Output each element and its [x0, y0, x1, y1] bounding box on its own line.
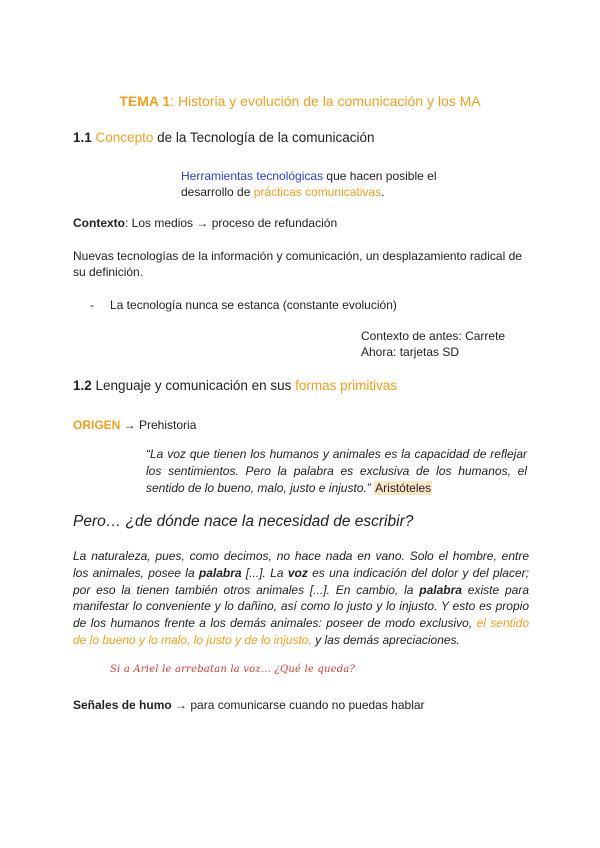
definition-text-1: que hacen posible el [323, 169, 437, 183]
bullet-dash: - [90, 298, 94, 312]
title-rest: : Historia y evolución de la comunicación y los MA [170, 93, 481, 109]
section-1-1-heading [73, 130, 375, 145]
example-before: Contexto de antes: Carrete [361, 329, 506, 343]
para-text: de los humanos frente a los demás animales: poseer de modo exclusivo, [73, 616, 477, 631]
nuevas-line-1: Nuevas tecnologías de la información y comunicación, un desplazamiento radical de [73, 249, 522, 263]
section-1-1-number: 1.1 [73, 130, 92, 145]
para-text: los animales, posee la [73, 565, 199, 580]
origen-text: → Prehistoria [120, 418, 197, 432]
para-text: por eso la tienen también otros animales [...]. En cambio, la [73, 582, 420, 597]
aristotle-quote [146, 446, 527, 497]
section-1-2-heading [73, 378, 397, 393]
ariel-note: Si a Ariel le arrebatan la voz… ¿Qué le queda? [110, 664, 356, 675]
definition-practices: prácticas comunicativas [253, 185, 382, 199]
aristotle-paragraph [73, 548, 529, 649]
para-text: [...]. La [241, 565, 288, 580]
definition-text-2: desarrollo de [181, 185, 254, 199]
quote-line-1: “La voz que tienen los humanos y animales es la capacidad de reflejar [146, 447, 527, 461]
quote-author: Aristóteles [375, 481, 432, 495]
word-palabra: palabra [198, 565, 242, 580]
para-line-5 [73, 615, 529, 632]
definition-tech-tools: Herramientas tecnológicas [181, 169, 324, 183]
senales-text: → para comunicarse cuando no puedas hablar [171, 698, 425, 712]
para-line-3 [73, 582, 529, 599]
word-voz: voz [287, 565, 308, 580]
section-1-2-highlight: formas primitivas [295, 378, 398, 393]
example-block [361, 328, 505, 360]
origen-label: ORIGEN [73, 418, 121, 432]
page-title [0, 93, 600, 109]
origen-line [73, 417, 196, 433]
nuevas-line-2: su definición. [73, 265, 144, 279]
quote-line-2: los sentimientos. Pero la palabra es exclusiva de los humanos, el [146, 464, 527, 478]
para-text: existe para [461, 582, 529, 597]
para-line-2 [73, 565, 529, 582]
contexto-line [73, 215, 337, 231]
definition-block [181, 168, 437, 200]
para-highlight-1: el sentido [476, 616, 529, 631]
para-highlight-2: de lo bueno y lo malo, lo justo y de lo injusto, [73, 632, 312, 647]
para-text: y las demás apreciaciones. [311, 632, 460, 647]
contexto-text: : Los medios → proceso de refundación [125, 216, 338, 230]
example-now: Ahora: tarjetas SD [361, 345, 460, 359]
section-1-2-number: 1.2 [73, 378, 92, 393]
para-line-6 [73, 632, 529, 649]
section-1-1-rest: de la Tecnología de la comunicación [153, 130, 375, 145]
word-palabra-2: palabra [419, 582, 462, 597]
nuevas-paragraph [73, 248, 543, 280]
quote-line-3: sentido de lo bueno, malo, justo e injusto.” [146, 481, 371, 495]
senales-line [73, 697, 425, 713]
section-1-1-highlight: Concepto [95, 130, 154, 145]
bullet-text: La tecnología nunca se estanca (constante evolución) [110, 298, 397, 312]
para-line-4: manifestar lo conveniente y lo dañino, así como lo justo y lo injusto. Y esto es propio [73, 599, 529, 614]
bullet-item [90, 297, 397, 313]
senales-label: Señales de humo [73, 698, 172, 712]
section-1-2-rest: Lenguaje y comunicación en sus [91, 378, 296, 393]
para-text: es una indicación del dolor y del placer; [307, 565, 529, 580]
title-prefix: TEMA 1 [119, 93, 171, 109]
contexto-label: Contexto [73, 216, 125, 230]
definition-text-3: . [381, 185, 385, 199]
para-line-1: La naturaleza, pues, como decimos, no hace nada en vano. Solo el hombre, entre [73, 549, 529, 563]
writing-question: Pero… ¿de dónde nace la necesidad de escribir? [73, 513, 414, 530]
